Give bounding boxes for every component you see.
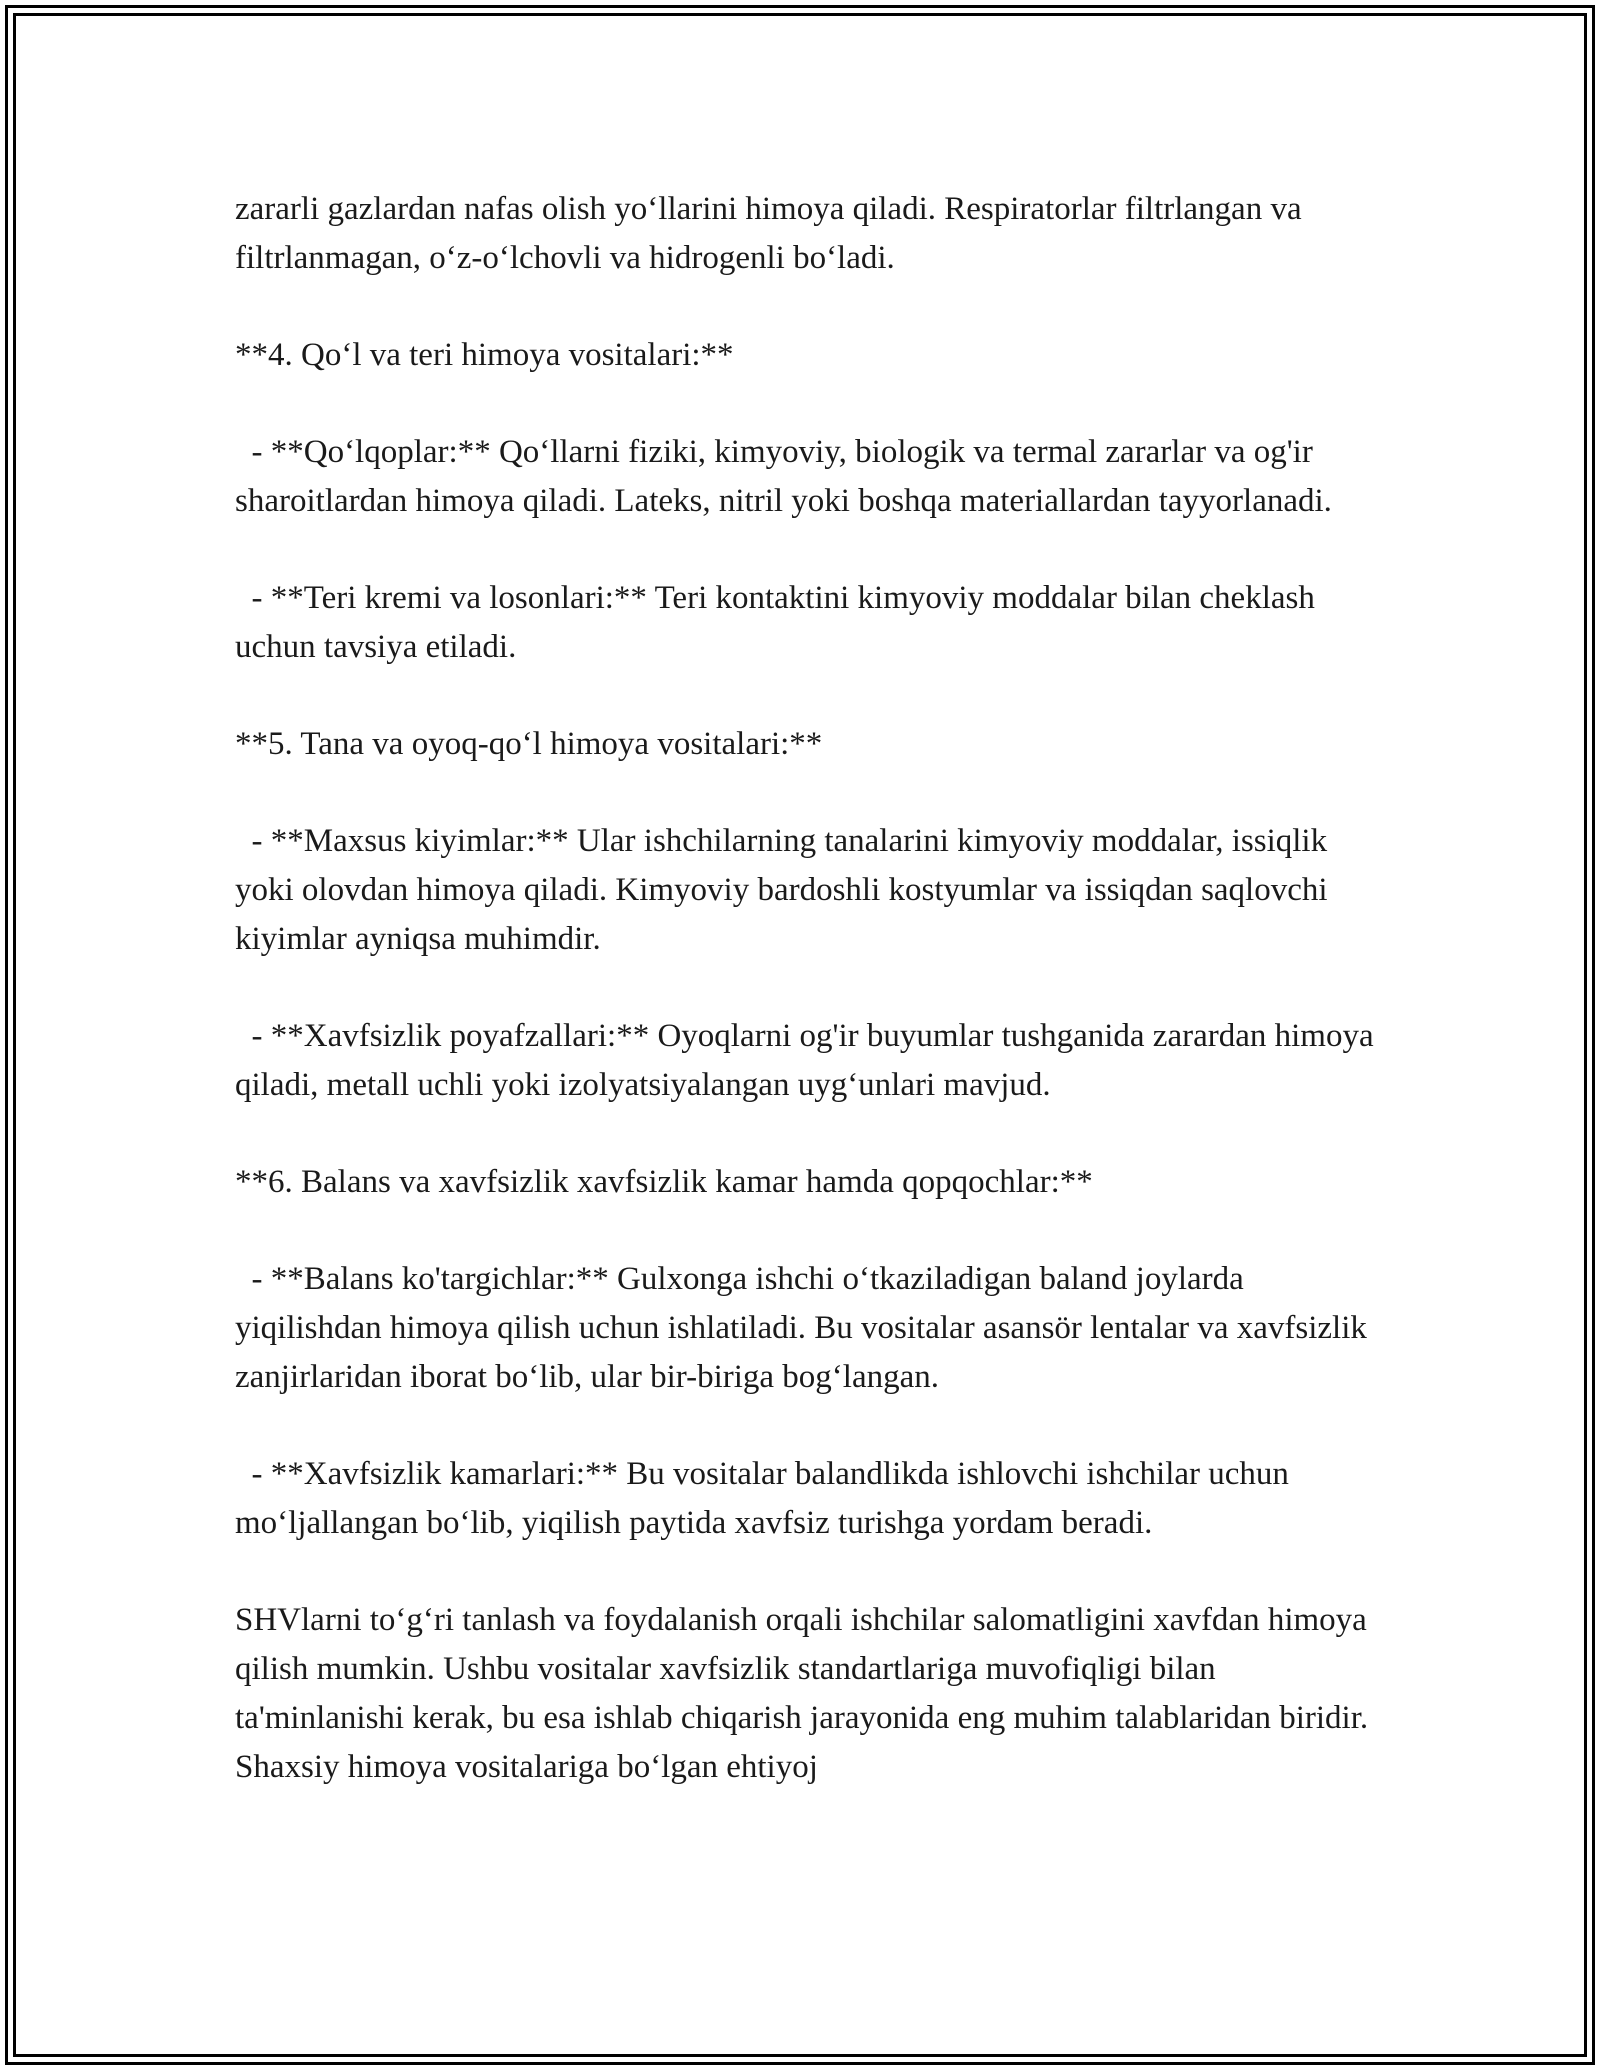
list-item-special-clothing: - **Maxsus kiyimlar:** Ular ishchilarning tanalarini kimyoviy moddalar, issiqlik yoki olovdan himoya qiladi. Kimyoviy bardoshli kostyumlar va issiqdan saqlovchi kiyimlar ayniqsa muhimdir. <box>235 823 1336 957</box>
list-item-balance-lifts: - **Balans ko'targichlar:** Gulxonga ishchi o‘tkaziladigan baland joylarda yiqilishdan himoya qilish uchun ishlatiladi. Bu vositalar asansör lentalar va xavfsizlik zanjirlaridan iborat bo‘lib, ular bir-biriga bog‘langan. <box>235 1261 1376 1395</box>
heading-balance-safety: **6. Balans va xavfsizlik xavfsizlik kamar hamda qopqochlar:** <box>235 1164 1093 1200</box>
heading-body-limb-protection: **5. Tana va oyoq-qo‘l himoya vositalari:** <box>235 726 823 762</box>
heading-hand-skin-protection: **4. Qo‘l va teri himoya vositalari:** <box>235 337 734 373</box>
list-item-safety-footwear: - **Xavfsizlik poyafzallari:** Oyoqlarni og'ir buyumlar tushganida zarardan himoya qiladi, metall uchli yoki izolyatsiyalangan uyg‘unlari mavjud. <box>235 1018 1382 1103</box>
paragraph-respirators-continued: zararli gazlardan nafas olish yo‘llarini himoya qiladi. Respiratorlar filtrlangan va filtrlanmagan, o‘z-o‘lchovli va hidrogenli bo‘ladi. <box>235 191 1310 276</box>
list-item-gloves: - **Qo‘lqoplar:** Qo‘llarni fiziki, kimyoviy, biologik va termal zararlar va og'ir sharoitlardan himoya qiladi. Lateks, nitril yoki boshqa materiallardan tayyorlanadi. <box>235 434 1332 519</box>
list-item-safety-belts: - **Xavfsizlik kamarlari:** Bu vositalar balandlikda ishlovchi ishchilar uchun mo‘ljallangan bo‘lib, yiqilish paytida xavfsiz turishga yordam beradi. <box>235 1456 1298 1541</box>
paragraph-conclusion: SHVlarni to‘g‘ri tanlash va foydalanish orqali ishchilar salomatligini xavfdan himoya qilish mumkin. Ushbu vositalar xavfsizlik standartlariga muvofiqligi bilan ta'minlanishi kerak, bu esa ishlab chiqarish jarayonida eng muhim talablaridan biridir. Shaxsiy himoya vositalariga bo‘lgan ehtiyoj <box>235 1602 1377 1785</box>
document-body <box>235 185 1385 1792</box>
list-item-skin-creams: - **Teri kremi va losonlari:** Teri kontaktini kimyoviy moddalar bilan cheklash uchun tavsiya etiladi. <box>235 580 1324 665</box>
